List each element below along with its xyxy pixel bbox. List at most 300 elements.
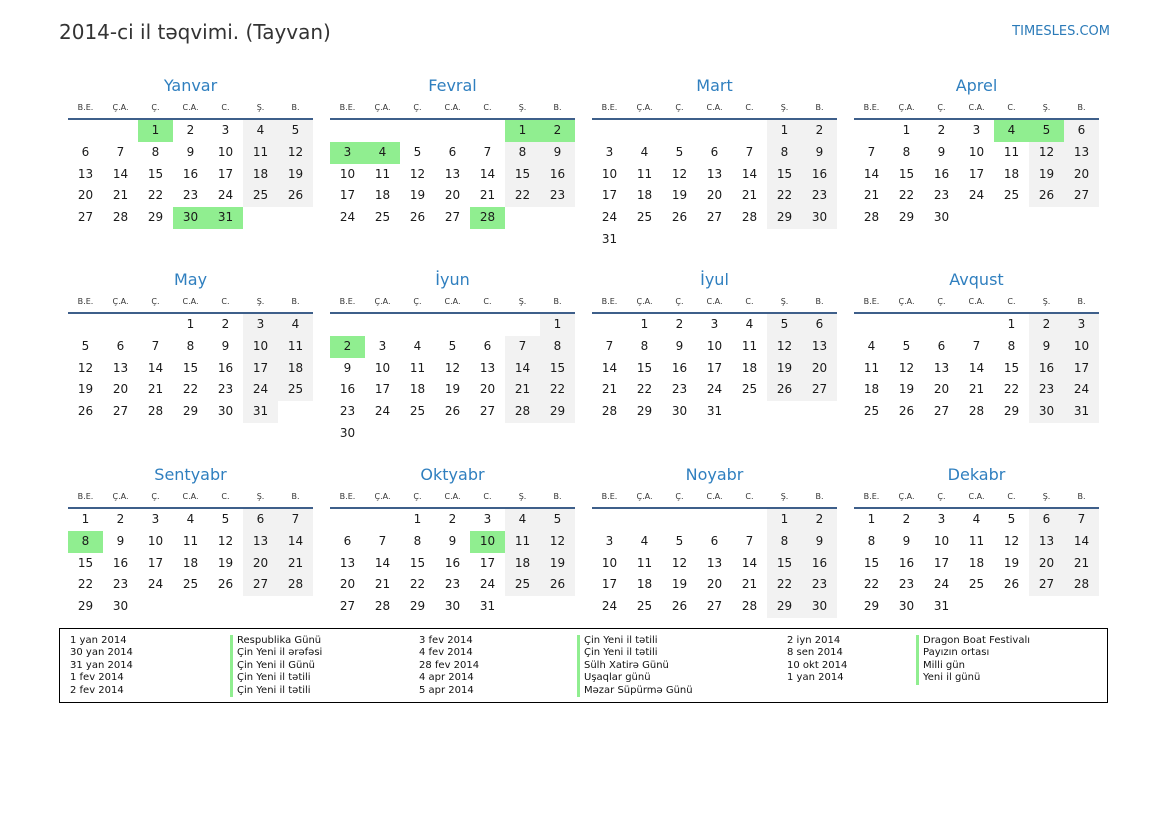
empty-cell [330,314,365,336]
weekday-label: Ş. [256,297,265,306]
day-cell: 16 [933,166,950,181]
day-cell: 14 [505,358,540,380]
day-cell: 6 [483,338,492,353]
day-cell: 16 [540,164,575,186]
week-row [68,185,313,207]
day-cell: 16 [444,555,461,570]
day-cell: 10 [217,144,234,159]
day-cell: 1 [413,512,422,526]
empty-cell [330,120,365,142]
day-cell: 20 [339,577,356,592]
day-cell: 28 [741,599,758,614]
day-cell: 21 [374,577,391,592]
day-cell: 23 [217,382,234,397]
legend-holiday-name: Payızın ortası [923,647,990,659]
week-row [330,314,575,336]
legend-date: 2 fev 2014 [70,684,124,696]
day-cell: 14 [968,360,985,375]
empty-cell [400,120,435,142]
day-cell: 21 [741,188,758,203]
week-row [330,379,575,401]
day-cell: 1 [540,314,575,336]
weekday-label: Ç.A. [898,297,915,306]
day-cell: 18 [1003,166,1020,181]
day-cell: 11 [182,533,199,548]
day-cell: 8 [540,336,575,358]
day-cell: 17 [601,188,618,203]
day-cell: 7 [867,144,876,159]
day-cell: 23 [1029,379,1064,401]
empty-cell [1029,596,1064,618]
week-row [68,142,313,164]
week-row [330,574,575,596]
legend-holiday-name: Çin Yeni il Günü [237,659,316,671]
day-cell: 17 [147,555,164,570]
week-row [854,120,1099,142]
week-row [592,336,837,358]
day-cell: 20 [444,188,461,203]
day-cell: 18 [243,164,278,186]
month-calendar [68,266,313,423]
day-cell: 10 [601,555,618,570]
day-cell: 27 [802,379,837,401]
day-cell: 7 [151,338,160,353]
day-cell: 18 [968,555,985,570]
empty-cell [732,120,767,142]
day-cell: 6 [937,338,946,353]
empty-cell [243,596,278,618]
legend-holiday-name: Məzar Süpürmə Günü [584,684,693,696]
day-cell: 2 [937,123,946,137]
day-cell: 5 [540,509,575,531]
day-cell: 26 [767,379,802,401]
day-cell: 15 [898,166,915,181]
weekday-label: B.E. [863,103,880,112]
month-name: May [173,270,208,289]
day-cell: 15 [147,166,164,181]
holiday-day-cell: 4 [994,120,1029,142]
weekday-label: B. [291,103,300,112]
day-cell: 31 [1064,401,1099,423]
legend-names-1 [230,635,322,697]
day-cell: 2 [116,512,125,526]
empty-cell [627,509,662,531]
empty-cell [889,314,924,336]
day-cell: 11 [505,531,540,553]
day-cell: 3 [972,123,981,137]
week-row [592,379,837,401]
day-cell: 4 [243,120,278,142]
day-cell: 26 [1029,185,1064,207]
day-cell: 3 [605,144,614,159]
month-calendar [854,461,1099,618]
legend-date: 1 yan 2014 [787,672,844,684]
holiday-day-cell: 31 [208,207,243,229]
month-calendar [592,72,837,251]
day-cell: 25 [278,379,313,401]
day-cell: 16 [1029,358,1064,380]
day-cell: 7 [278,509,313,531]
day-cell: 30 [898,599,915,614]
week-row [854,207,1099,229]
site-link[interactable]: TIMESLES.COM [1012,24,1110,39]
day-cell: 19 [671,188,688,203]
empty-cell [470,120,505,142]
day-cell: 17 [374,382,391,397]
weekday-label: B.E. [863,492,880,501]
legend-date: 2 iyn 2014 [787,635,841,646]
day-cell: 21 [112,188,129,203]
day-cell: 27 [479,404,496,419]
day-cell: 12 [217,533,234,548]
weekday-label: Ş. [1042,297,1051,306]
week-row [330,531,575,553]
day-cell: 6 [448,144,457,159]
day-cell: 7 [483,144,492,159]
day-cell: 30 [112,599,129,614]
weekday-label: B. [291,492,300,501]
day-cell: 8 [867,533,876,548]
day-cell: 3 [1064,314,1099,336]
day-cell: 13 [706,166,723,181]
weekday-label: C.A. [444,492,461,501]
weekday-header [68,488,313,509]
day-cell: 29 [863,599,880,614]
day-cell: 22 [1003,382,1020,397]
week-row [592,142,837,164]
day-cell: 22 [863,577,880,592]
day-cell: 13 [706,555,723,570]
empty-cell [173,596,208,618]
day-cell: 9 [902,533,911,548]
week-row [854,358,1099,380]
weekday-label: B.E. [339,492,356,501]
empty-cell [540,596,575,618]
day-cell: 23 [540,185,575,207]
weekday-label: C.A. [968,103,985,112]
week-row [854,314,1099,336]
day-cell: 3 [151,512,160,526]
day-cell: 12 [540,531,575,553]
week-row [854,574,1099,596]
empty-cell [278,401,313,423]
empty-cell [365,120,400,142]
holiday-day-cell: 2 [330,336,365,358]
holiday-day-cell: 28 [470,207,505,229]
day-cell: 29 [182,404,199,419]
day-cell: 4 [972,512,981,526]
day-cell: 23 [671,382,688,397]
empty-cell [278,596,313,618]
empty-cell [435,423,470,445]
week-row [330,142,575,164]
week-row [68,531,313,553]
empty-cell [435,120,470,142]
day-cell: 21 [278,553,313,575]
day-cell: 18 [182,555,199,570]
legend-holiday-name: Çin Yeni il tətili [584,635,658,646]
legend-dates-1 [70,635,133,697]
day-cell: 6 [1029,509,1064,531]
day-cell: 22 [636,382,653,397]
day-cell: 18 [409,382,426,397]
week-row [68,164,313,186]
day-cell: 25 [636,210,653,225]
day-cell: 4 [640,144,649,159]
day-cell: 22 [505,185,540,207]
legend-holiday-name: Milli gün [923,659,965,671]
weekday-label: C. [1007,297,1016,306]
week-row [592,574,837,596]
week-row [854,509,1099,531]
week-row [68,336,313,358]
month-calendar [592,461,837,618]
day-cell: 11 [863,360,880,375]
month-calendar [330,72,575,229]
weekday-header [854,99,1099,120]
day-cell: 27 [933,404,950,419]
weekday-label: B. [815,297,824,306]
day-cell: 19 [1029,164,1064,186]
empty-cell [959,207,994,229]
day-cell: 21 [479,188,496,203]
day-cell: 6 [81,144,90,159]
weekday-label: C.A. [706,492,723,501]
weekday-label: Ç.A. [112,103,129,112]
day-cell: 12 [278,142,313,164]
week-row [854,185,1099,207]
day-cell: 8 [767,142,802,164]
day-cell: 7 [378,533,387,548]
weekday-header [592,488,837,509]
month-name: İyul [700,270,729,289]
day-cell: 14 [741,555,758,570]
day-cell: 28 [374,599,391,614]
day-cell: 10 [243,336,278,358]
day-cell: 11 [409,360,426,375]
month-name: Fevral [428,76,477,95]
day-cell: 27 [706,599,723,614]
week-row [330,423,575,445]
day-cell: 25 [243,185,278,207]
weekday-label: C.A. [968,297,985,306]
empty-cell [592,120,627,142]
empty-cell [732,509,767,531]
day-cell: 16 [182,166,199,181]
weekday-label: B.E. [339,103,356,112]
day-cell: 30 [1029,401,1064,423]
day-cell: 9 [186,144,195,159]
holiday-legend [59,628,1108,703]
empty-cell [365,509,400,531]
weekday-label: C.A. [706,297,723,306]
day-cell: 14 [374,555,391,570]
day-cell: 1 [767,509,802,531]
day-cell: 31 [601,231,618,246]
day-cell: 17 [217,166,234,181]
day-cell: 24 [374,404,391,419]
day-cell: 24 [147,577,164,592]
day-cell: 19 [898,382,915,397]
empty-cell [994,596,1029,618]
week-row [330,164,575,186]
week-row [68,509,313,531]
month-calendar [330,266,575,445]
weekday-header [592,293,837,314]
day-cell: 2 [675,317,684,331]
weekday-label: B.E. [339,297,356,306]
day-cell: 23 [802,574,837,596]
week-row [592,358,837,380]
empty-cell [592,314,627,336]
day-cell: 13 [802,336,837,358]
day-cell: 29 [540,401,575,423]
day-cell: 17 [601,577,618,592]
day-cell: 21 [505,379,540,401]
holiday-day-cell: 30 [173,207,208,229]
day-cell: 21 [601,382,618,397]
day-cell: 6 [116,338,125,353]
day-cell: 24 [933,577,950,592]
day-cell: 2 [902,512,911,526]
empty-cell [662,229,697,251]
week-row [330,509,575,531]
day-cell: 9 [1029,336,1064,358]
legend-date: 31 yan 2014 [70,659,133,671]
empty-cell [330,509,365,531]
day-cell: 5 [675,533,684,548]
day-cell: 26 [898,404,915,419]
day-cell: 1 [186,317,195,331]
day-cell: 8 [1007,338,1016,353]
legend-holiday-name: Yeni il günü [923,672,981,684]
weekday-label: C.A. [968,492,985,501]
empty-cell [802,229,837,251]
day-cell: 8 [151,144,160,159]
day-cell: 9 [802,531,837,553]
week-row [592,596,837,618]
empty-cell [278,207,313,229]
weekday-label: C.A. [182,297,199,306]
legend-names-2 [577,635,693,697]
week-row [854,596,1099,618]
day-cell: 16 [112,555,129,570]
day-cell: 22 [409,577,426,592]
holiday-day-cell: 5 [1029,120,1064,142]
weekday-label: Ç.A. [374,297,391,306]
day-cell: 22 [767,185,802,207]
day-cell: 14 [147,360,164,375]
day-cell: 3 [483,512,492,526]
day-cell: 8 [767,531,802,553]
weekday-label: C. [483,297,492,306]
day-cell: 7 [745,144,754,159]
day-cell: 6 [243,509,278,531]
week-row [854,531,1099,553]
day-cell: 6 [710,144,719,159]
day-cell: 24 [217,188,234,203]
week-row [68,207,313,229]
legend-dates-2 [419,635,479,697]
week-row [592,553,837,575]
legend-date: 28 fev 2014 [419,659,480,671]
day-cell: 7 [745,533,754,548]
weekday-label: B.E. [77,103,94,112]
empty-cell [959,314,994,336]
day-cell: 13 [479,360,496,375]
day-cell: 16 [802,553,837,575]
day-cell: 19 [767,358,802,380]
day-cell: 9 [937,144,946,159]
empty-cell [697,120,732,142]
weekday-label: Ş. [518,492,527,501]
day-cell: 17 [933,555,950,570]
day-cell: 14 [741,166,758,181]
day-cell: 17 [706,360,723,375]
empty-cell [627,120,662,142]
day-cell: 31 [706,404,723,419]
day-cell: 24 [243,379,278,401]
empty-cell [697,229,732,251]
day-cell: 11 [968,533,985,548]
day-cell: 25 [409,404,426,419]
weekday-header [854,293,1099,314]
empty-cell [505,207,540,229]
day-cell: 20 [1029,553,1064,575]
day-cell: 3 [710,317,719,331]
week-row [68,120,313,142]
day-cell: 10 [374,360,391,375]
legend-date: 4 apr 2014 [419,672,474,684]
empty-cell [994,207,1029,229]
week-row [330,336,575,358]
holiday-day-cell: 10 [470,531,505,553]
day-cell: 12 [767,336,802,358]
day-cell: 8 [186,338,195,353]
legend-date: 1 yan 2014 [70,635,127,646]
holiday-day-cell: 2 [540,120,575,142]
day-cell: 9 [116,533,125,548]
weekday-label: B. [815,492,824,501]
month-name: Oktyabr [420,465,485,484]
day-cell: 19 [671,577,688,592]
day-cell: 5 [413,144,422,159]
day-cell: 4 [505,509,540,531]
week-row [330,185,575,207]
empty-cell [854,314,889,336]
weekday-label: C. [1007,492,1016,501]
day-cell: 17 [479,555,496,570]
week-row [68,358,313,380]
day-cell: 8 [413,533,422,548]
empty-cell [627,229,662,251]
week-row [68,574,313,596]
month-name: Dekabr [947,465,1006,484]
weekday-label: Ş. [780,103,789,112]
day-cell: 24 [968,188,985,203]
weekday-label: B.E. [601,492,618,501]
day-cell: 6 [802,314,837,336]
empty-cell [1029,207,1064,229]
day-cell: 28 [968,404,985,419]
empty-cell [732,229,767,251]
day-cell: 25 [505,574,540,596]
day-cell: 18 [278,358,313,380]
day-cell: 17 [1064,358,1099,380]
legend-holiday-name: Sülh Xatirə Günü [584,659,669,671]
day-cell: 21 [147,382,164,397]
day-cell: 26 [540,574,575,596]
